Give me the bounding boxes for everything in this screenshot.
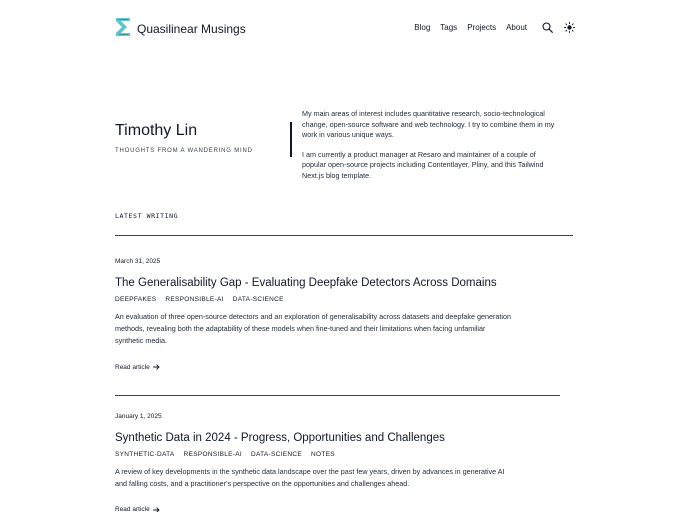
tag-link[interactable]: DATA-SCIENCE [232, 296, 284, 303]
post-card [115, 413, 560, 512]
quasilinear-logo-icon[interactable] [115, 17, 131, 37]
author-bio [302, 109, 560, 181]
post-divider [115, 395, 560, 396]
tag-link[interactable]: RESPONSIBLE-AI [165, 296, 224, 303]
latest-writing-heading: LATEST WRITING [115, 212, 179, 220]
arrow-right-icon [153, 364, 160, 370]
read-article-label: Read article [115, 363, 150, 371]
post-card [115, 258, 560, 396]
read-article-link[interactable] [115, 364, 160, 371]
search-icon[interactable] [541, 21, 553, 33]
nav-link-tags[interactable]: Tags [440, 22, 458, 32]
author-name: Timothy Lin [115, 122, 198, 139]
post-date: January 1, 2025 [115, 413, 162, 420]
author-tagline: THOUGHTS FROM A WANDERING MIND [115, 148, 253, 154]
post-date: March 31, 2025 [115, 258, 161, 265]
post-summary: An evaluation of three open-source detectors and an exploration of generalisability across datasets and deepfake generation methods, revealing both the adaptability of these models when fine-tuned and their limitations when facing unfamiliar synthetic media. [115, 312, 511, 346]
post-title[interactable]: The Generalisability Gap - Evaluating Deepfake Detectors Across Domains [115, 277, 497, 289]
post-tags [115, 296, 560, 303]
section-divider [115, 235, 573, 236]
read-article-label: Read article [115, 506, 150, 512]
tag-link[interactable]: SYNTHETIC-DATA [115, 451, 175, 458]
tag-link[interactable]: DATA-SCIENCE [250, 451, 302, 458]
tag-link[interactable]: NOTES [311, 451, 335, 458]
arrow-right-icon [153, 507, 160, 512]
post-title[interactable]: Synthetic Data in 2024 - Progress, Opportunities and Challenges [115, 432, 445, 444]
main-nav [414, 21, 575, 33]
read-article-link[interactable] [115, 506, 160, 512]
nav-link-about[interactable]: About [506, 22, 527, 32]
bio-paragraph: My main areas of interest includes quantitative research, socio-technological change, open-source software and web technology. I try to combine them in my work in various unique ways. [302, 109, 555, 139]
sun-icon[interactable] [563, 21, 575, 33]
site-header [115, 17, 575, 39]
hero-divider [290, 122, 292, 157]
bio-paragraph: I am currently a product manager at Resaro and maintainer of a couple of popular open-source projects including Contentlayer, Pliny, and this Tailwind Next.js blog template. [302, 149, 544, 180]
nav-link-projects[interactable]: Projects [467, 22, 497, 32]
tag-link[interactable]: DEEPFAKES [115, 296, 157, 303]
post-summary: A review of key developments in the synthetic data landscape over the past few years, driven by advances in generative AI and falling costs, and a practitioner's perspective on the opportunities and challenges ahead. [115, 467, 505, 489]
nav-link-blog[interactable]: Blog [414, 22, 431, 32]
site-title[interactable]: Quasilinear Musings [137, 22, 246, 36]
tag-link[interactable]: RESPONSIBLE-AI [183, 451, 242, 458]
post-tags [115, 451, 560, 458]
